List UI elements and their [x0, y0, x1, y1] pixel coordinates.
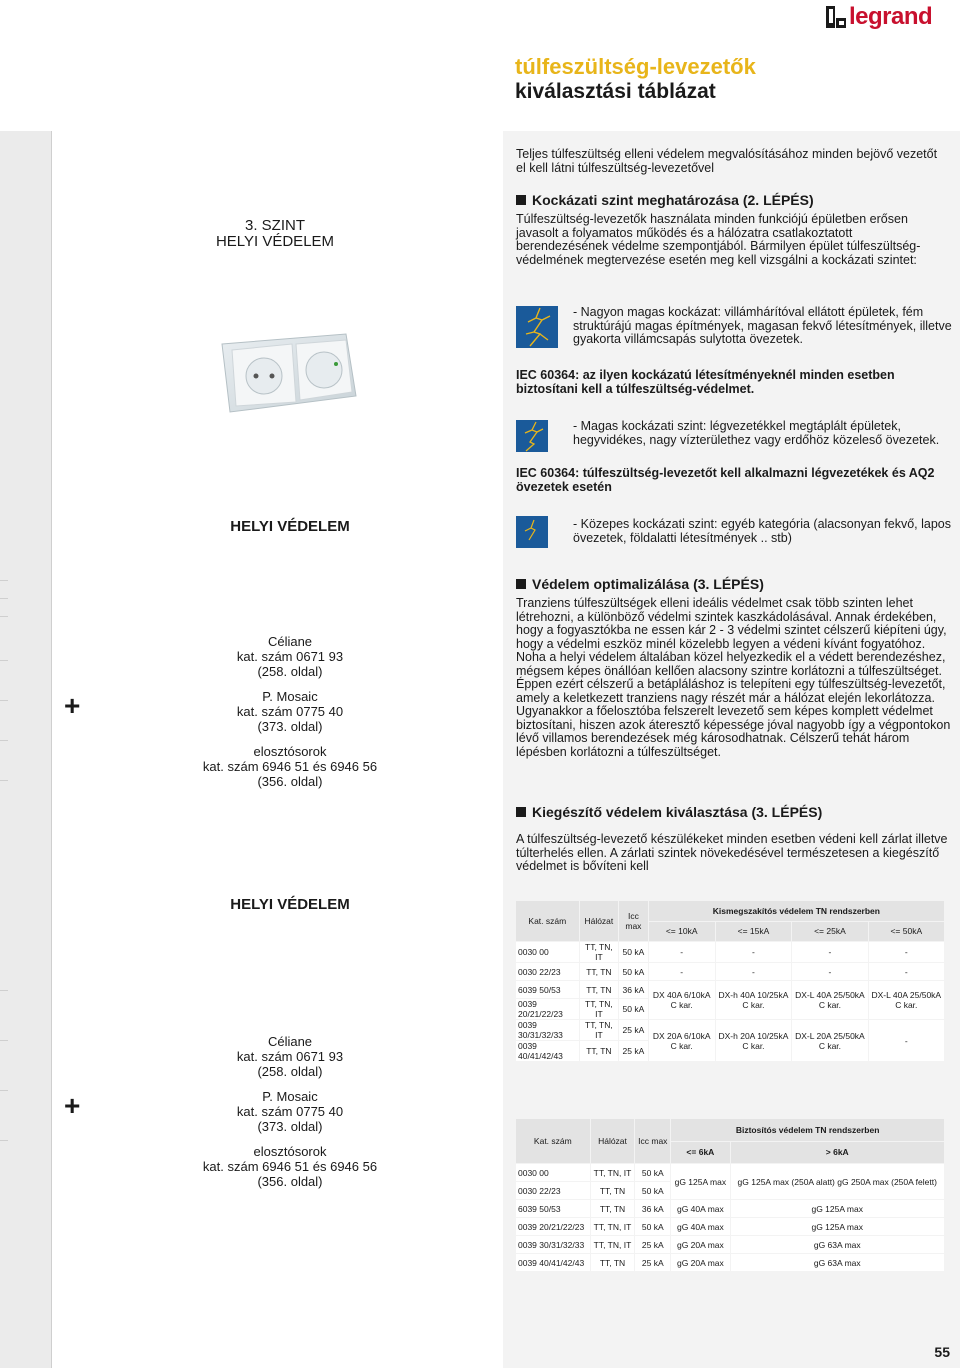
iec-note-1: IEC 60364: az ilyen kockázatú létesítményeknél minden esetben biztosítani kell a túlfeszültség-védelmet.	[516, 368, 895, 396]
legrand-mark-icon	[826, 6, 846, 28]
cell: gG 63A max	[731, 1236, 945, 1253]
cell: DX 40A 6/10kA C kar.	[649, 981, 715, 1019]
cell: DX-L 20A 25/50kA C kar.	[792, 1020, 867, 1061]
cell: 50 kA	[635, 1164, 670, 1181]
cell: DX-h 40A 10/25kA C kar.	[716, 981, 792, 1019]
cell: DX-L 40A 25/50kA C kar.	[792, 981, 867, 1019]
cell: DX 20A 6/10kA C kar.	[649, 1020, 715, 1061]
tick	[0, 740, 8, 741]
product-line: (373. oldal)	[257, 719, 323, 734]
plus-sign-1: +	[64, 690, 81, 721]
product-line: (258. oldal)	[257, 664, 323, 679]
th-col: <= 15kA	[716, 922, 792, 942]
cell: TT, TN, IT	[580, 942, 619, 962]
bullet-square-icon	[516, 807, 526, 817]
cell: 0039 40/41/42/43	[516, 1254, 590, 1271]
th-halozat: Hálózat	[580, 901, 619, 941]
cell: TT, TN, IT	[580, 1020, 619, 1040]
cell: 25 kA	[619, 1020, 648, 1040]
cell: TT, TN, IT	[591, 1236, 635, 1253]
product-line: P. Mosaic	[262, 689, 318, 704]
product-list-1	[190, 634, 390, 789]
cell: 50 kA	[619, 942, 648, 962]
th-kat: Kat. szám	[516, 901, 579, 941]
cell: TT, TN, IT	[591, 1218, 635, 1235]
tick	[0, 598, 8, 599]
cell: TT, TN	[580, 1041, 619, 1061]
cell: gG 125A max (250A alatt) gG 250A max (250A felett)	[731, 1164, 945, 1199]
cell: gG 125A max	[671, 1164, 729, 1199]
cell: -	[869, 963, 944, 980]
table-row	[516, 1218, 944, 1235]
product-line: (356. oldal)	[257, 1174, 323, 1189]
product-line: Céliane	[267, 1034, 313, 1049]
section-risk-body: Túlfeszültség-levezetők használata minden funkciójú épületben erősen javasolt a folyamatos működés és a hálózatra csatlakoztatott berendezésének védelme szempontjából. Bármilyen épület túlfeszültség-védelmének megtervezése esetén meg kell vizsgálni a kockázati szintet:	[516, 212, 921, 267]
product-line: P. Mosaic	[262, 1089, 318, 1104]
cell: -	[869, 1020, 944, 1061]
socket-product-image	[218, 330, 358, 414]
cell: gG 20A max	[671, 1254, 729, 1271]
table-row	[516, 1020, 944, 1040]
page-subtitle: kiválasztási táblázat	[515, 80, 716, 103]
section-optim-heading	[516, 576, 764, 592]
tick	[0, 1040, 8, 1041]
product-line: elosztósorok	[253, 1144, 327, 1159]
th-col: <= 25kA	[792, 922, 867, 942]
tick	[0, 660, 8, 661]
cell: TT, TN, IT	[580, 999, 619, 1019]
cell: gG 125A max	[731, 1200, 945, 1217]
cell: -	[716, 942, 792, 962]
table-row	[516, 981, 944, 998]
cell: 0039 30/31/32/33	[516, 1020, 579, 1040]
tick	[0, 990, 8, 991]
tick	[0, 1090, 8, 1091]
th-col: <= 50kA	[869, 922, 944, 942]
cell: DX-L 40A 25/50kA C kar.	[869, 981, 944, 1019]
section-optim-title: Védelem optimalizálása (3. LÉPÉS)	[532, 576, 764, 592]
brand-name: legrand	[849, 3, 933, 30]
cell: gG 125A max	[731, 1218, 945, 1235]
cell: 36 kA	[619, 981, 648, 998]
section-3-heading	[200, 218, 350, 250]
cell: TT, TN, IT	[591, 1164, 635, 1181]
th-kat: Kat. szám	[516, 1119, 590, 1163]
product-line: (258. oldal)	[257, 1064, 323, 1079]
intro-text: Teljes túlfeszültség elleni védelem megvalósításához minden bejövő vezetőt el kell látni túlfeszültség-levezetővel	[516, 147, 938, 175]
th-group: Kismegszakítós védelem TN rendszerben	[649, 901, 944, 921]
legrand-logo	[826, 2, 946, 32]
section-optim-body: Tranziens túlfeszültségek elleni ideális védelmet csak több szinten lehet létrehozni, a különböző védelmi szintek kaszkádolásával. Annak érdekében, hogy a fogyasztókba ne essen kár 2 - 3 védelmi szintet célszerű kiépíteni úgy, hogy a védelmi eszköz minél közelebb legyen a védeni kívánt fogyatóhoz. Noha a helyi védelem általában közel helyezkedik el a védett berendezéshez, mégsem képes önállóan kellően alacsony szintre korlátozni a túlfeszültséget. Éppen ezért célszerű a betápláláshoz is telepíteni egy túlfeszültség-levezetőt, amely a keletkezett tranziens nagy részét már a hálózat elején lekorlátozza. Ugyanakkor a főelosztóba felszerelt levezető sem képes komplett védelmet biztosítani, hiszen azok áteresztő képessége jóval nagyobb így a végpontokon lévő villamos berendezések még károsodhatnak. Célszerű tehát három lépésben korlátozni a túlfeszültséget.	[516, 596, 951, 759]
risk-very-high-text: - Nagyon magas kockázat: villámhárítóval ellátott épületek, fém struktúrájú magas építmények, magasan fekvő létesítmények, illetve gyakorta villámcsapás sulytotta övezetek.	[573, 305, 952, 346]
product-line: (356. oldal)	[257, 774, 323, 789]
cell: DX-h 20A 10/25kA C kar.	[716, 1020, 792, 1061]
cell: TT, TN	[580, 963, 619, 980]
th-icc: Icc max	[619, 901, 648, 941]
section-risk-heading	[516, 192, 814, 208]
section-3-line1: 3. SZINT	[244, 217, 305, 234]
product-line: Céliane	[267, 634, 313, 649]
cell: 50 kA	[619, 963, 648, 980]
product-line: kat. szám 0775 40	[236, 704, 344, 719]
cell: gG 40A max	[671, 1218, 729, 1235]
product-line: kat. szám 6946 51 és 6946 56	[202, 1159, 378, 1174]
section-extra-heading	[516, 804, 822, 820]
th-halozat: Hálózat	[591, 1119, 635, 1163]
risk-high-text: - Magas kockázati szint: légvezetékkel megtáplált épületek, hegyvidékes, nagy vízterülethez vagy erdőhöz közeleső övezetek.	[573, 419, 940, 447]
cell: 50 kA	[635, 1218, 670, 1235]
product-list-2	[190, 1034, 390, 1189]
breaker-table	[515, 900, 945, 1062]
lightning-high-icon	[516, 306, 558, 348]
cell: TT, TN	[580, 981, 619, 998]
cell: 0039 20/21/22/23	[516, 999, 579, 1019]
cell: 50 kA	[619, 999, 648, 1019]
fuse-table	[515, 1118, 945, 1272]
lightning-medium-icon	[516, 420, 548, 452]
cell: 0039 20/21/22/23	[516, 1218, 590, 1235]
product-line: kat. szám 0671 93	[236, 1049, 344, 1064]
left-divider	[51, 131, 52, 1368]
table-row	[516, 1236, 944, 1253]
bullet-square-icon	[516, 579, 526, 589]
cell: 0039 40/41/42/43	[516, 1041, 579, 1061]
product-line: (373. oldal)	[257, 1119, 323, 1134]
section-risk-title: Kockázati szint meghatározása (2. LÉPÉS)	[532, 192, 814, 208]
table-row	[516, 963, 944, 980]
cell: gG 63A max	[731, 1254, 945, 1271]
cell: -	[792, 963, 867, 980]
cell: -	[649, 963, 715, 980]
th-icc: Icc max	[635, 1119, 670, 1163]
tick	[0, 1140, 8, 1141]
cell: 25 kA	[619, 1041, 648, 1061]
section-extra-body: A túlfeszültség-levezető készülékeket minden esetben védeni kell zárlat illetve túlterhelés ellen. A zárlati szintek növekedésével természetesen a kiegészítő védelmet is bővíteni kell	[516, 832, 948, 873]
table-row	[516, 1254, 944, 1271]
lightning-low-icon	[516, 516, 548, 548]
section-3-line2: HELYI VÉDELEM	[215, 233, 335, 250]
cell: -	[649, 942, 715, 962]
tick	[0, 700, 8, 701]
cell: 0039 30/31/32/33	[516, 1236, 590, 1253]
tick	[0, 580, 8, 581]
helyi-vedelem-label-1: HELYI VÉDELEM	[230, 518, 350, 535]
cell: gG 40A max	[671, 1200, 729, 1217]
cell: -	[869, 942, 944, 962]
section-extra-title: Kiegészítő védelem kiválasztása (3. LÉPÉS)	[532, 804, 823, 820]
cell: TT, TN	[591, 1200, 635, 1217]
plus-sign-2: +	[64, 1090, 81, 1121]
table-row	[516, 1164, 944, 1181]
product-line: kat. szám 6946 51 és 6946 56	[202, 759, 378, 774]
cell: 25 kA	[635, 1236, 670, 1253]
cell: gG 20A max	[671, 1236, 729, 1253]
cell: TT, TN	[591, 1254, 635, 1271]
cell: 6039 50/53	[516, 1200, 590, 1217]
cell: 0030 22/23	[516, 1182, 590, 1199]
tick	[0, 780, 8, 781]
th-group: Biztosítós védelem TN rendszerben	[671, 1119, 944, 1141]
cell: -	[792, 942, 867, 962]
page-number: 55	[934, 1344, 950, 1360]
cell: 50 kA	[635, 1182, 670, 1199]
table-row	[516, 942, 944, 962]
cell: 0030 00	[516, 942, 579, 962]
risk-medium-text: - Közepes kockázati szint: egyéb kategória (alacsonyan fekvő, lapos övezetek, földalatti létesítmények .. stb)	[573, 517, 951, 545]
helyi-vedelem-label-2: HELYI VÉDELEM	[230, 896, 350, 913]
cell: 0030 22/23	[516, 963, 579, 980]
cell: 25 kA	[635, 1254, 670, 1271]
tick	[0, 616, 8, 617]
cell: 6039 50/53	[516, 981, 579, 998]
th-col: <= 6kA	[671, 1142, 729, 1164]
th-col: > 6kA	[731, 1142, 945, 1164]
cell: 36 kA	[635, 1200, 670, 1217]
page-title: túlfeszültség-levezetők	[515, 54, 756, 79]
cell: -	[716, 963, 792, 980]
product-line: kat. szám 0775 40	[236, 1104, 344, 1119]
product-line: kat. szám 0671 93	[236, 649, 344, 664]
cell: 0030 00	[516, 1164, 590, 1181]
bullet-square-icon	[516, 195, 526, 205]
iec-note-2: IEC 60364: túlfeszültség-levezetőt kell alkalmazni légvezetékek és AQ2 övezetek esetén	[516, 466, 935, 494]
cell: TT, TN	[591, 1182, 635, 1199]
product-line: elosztósorok	[253, 744, 327, 759]
th-col: <= 10kA	[649, 922, 715, 942]
table-row	[516, 1200, 944, 1217]
